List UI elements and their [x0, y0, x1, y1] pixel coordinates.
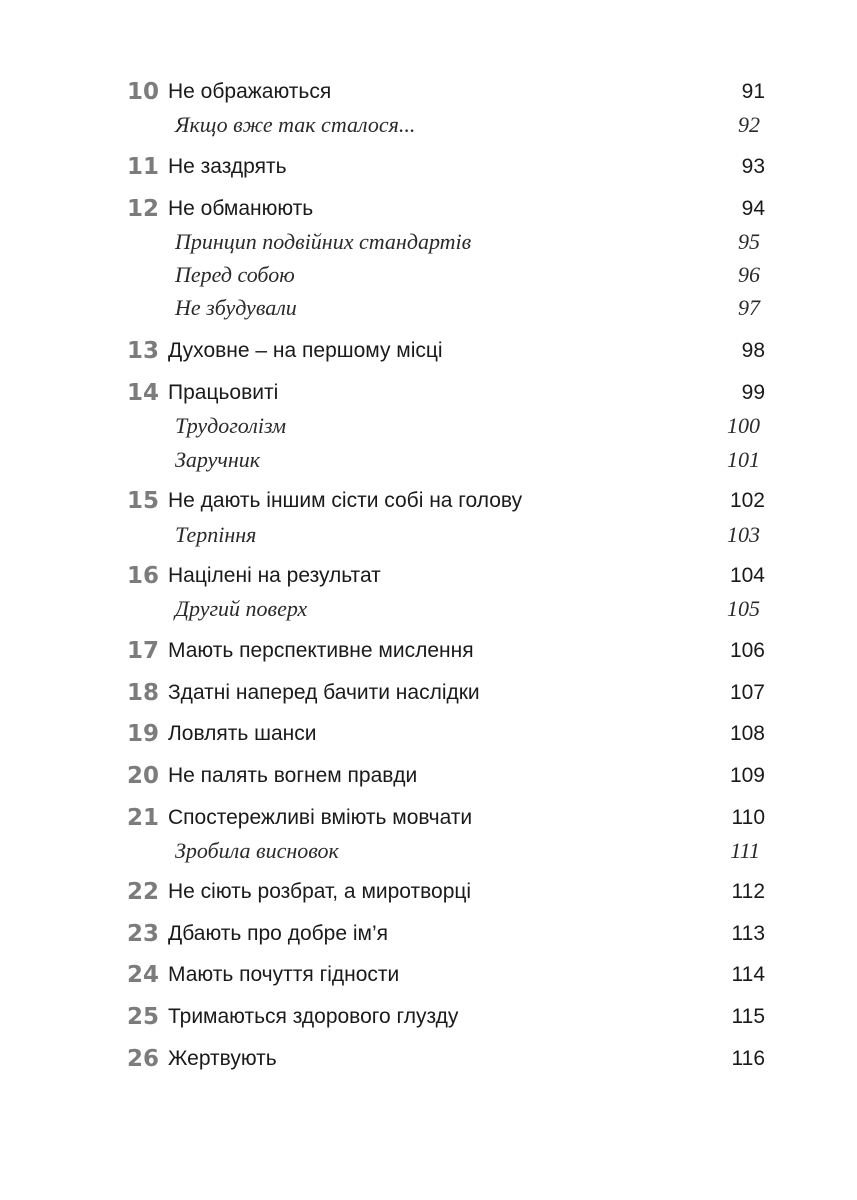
chapter-title: Не заздрять [168, 155, 287, 178]
page-number: 111 [730, 838, 760, 863]
subsection-title: Терпіння [175, 522, 257, 547]
toc-chapter-18 [0, 676, 857, 710]
subsection-title: Якщо вже так сталося... [175, 112, 416, 137]
toc-chapter-23 [0, 917, 857, 951]
chapter-title: Не палять вогнем правди [168, 764, 418, 787]
chapter-number: 10 [127, 79, 160, 105]
subsection-title: Не збудували [175, 295, 297, 320]
page-number: 99 [741, 381, 765, 404]
toc-chapter-19 [0, 717, 857, 751]
chapter-number: 11 [127, 154, 160, 180]
chapter-title: Тримаються здорового глузду [168, 1005, 459, 1028]
toc-subsection [0, 108, 857, 142]
page-number: 102 [729, 489, 765, 512]
page-number: 105 [727, 596, 760, 621]
chapter-number: 26 [127, 1046, 160, 1072]
chapter-title: Здатні наперед бачити наслідки [168, 681, 480, 704]
toc-subsection [0, 592, 857, 626]
chapter-title: Не дають іншим сісти собі на голову [168, 489, 523, 512]
toc-chapter-20 [0, 759, 857, 793]
chapter-title: Спостережливі вміють мовчати [168, 806, 473, 829]
page-number: 91 [741, 80, 765, 103]
toc-chapter-21 [0, 801, 857, 835]
chapter-title: Націлені на результат [168, 564, 381, 587]
toc-chapter-22 [0, 875, 857, 909]
chapter-number: 12 [127, 196, 160, 222]
toc-chapter-10 [0, 75, 857, 109]
chapter-number: 20 [127, 763, 160, 789]
toc-subsection [0, 225, 857, 259]
toc-chapter-26 [0, 1042, 857, 1076]
toc-subsection [0, 834, 857, 868]
chapter-number: 21 [127, 805, 160, 831]
toc-chapter-12 [0, 192, 857, 226]
page-number: 108 [729, 722, 765, 745]
toc-subsection [0, 258, 857, 292]
chapter-number: 24 [127, 962, 160, 988]
page-number: 106 [729, 639, 765, 662]
page-number: 114 [731, 963, 765, 986]
page-number: 96 [738, 262, 760, 287]
page-number: 101 [727, 447, 760, 472]
chapter-title: Жертвують [168, 1047, 277, 1070]
toc-chapter-24 [0, 958, 857, 992]
toc-subsection [0, 443, 857, 477]
chapter-title: Ловлять шанси [168, 722, 317, 745]
toc-chapter-13 [0, 334, 857, 368]
chapter-number: 14 [127, 380, 160, 406]
page-number: 107 [729, 681, 765, 704]
page-number: 112 [731, 880, 765, 903]
chapter-title: Працьовиті [168, 381, 279, 404]
page-number: 103 [727, 522, 760, 547]
chapter-number: 19 [127, 721, 160, 747]
subsection-title: Заручник [175, 447, 261, 472]
chapter-number: 16 [127, 563, 160, 589]
toc-chapter-16 [0, 559, 857, 593]
chapter-number: 18 [127, 680, 160, 706]
chapter-number: 25 [127, 1004, 160, 1030]
page-number: 93 [741, 155, 765, 178]
chapter-title: Дбають про добре ім’я [168, 922, 388, 945]
page-number: 100 [727, 413, 760, 438]
chapter-title: Не обманюють [168, 197, 314, 220]
toc-chapter-25 [0, 1000, 857, 1034]
subsection-title: Принцип подвійних стандартів [175, 229, 472, 254]
subsection-title: Перед собою [175, 262, 295, 287]
toc-chapter-11 [0, 150, 857, 184]
toc-chapter-14 [0, 376, 857, 410]
toc-chapter-17 [0, 634, 857, 668]
chapter-title: Не сіють розбрат, а миротворці [168, 880, 472, 903]
page-number: 97 [738, 295, 760, 320]
chapter-title: Не ображаються [168, 80, 332, 103]
page-number: 116 [731, 1047, 765, 1070]
page-number: 110 [731, 806, 765, 829]
page-number: 92 [738, 112, 760, 137]
chapter-number: 15 [127, 488, 160, 514]
chapter-title: Духовне – на першому місці [168, 339, 443, 362]
page-number: 94 [741, 197, 765, 220]
page-number: 115 [731, 1005, 765, 1028]
chapter-number: 17 [127, 638, 160, 664]
chapter-title: Мають почуття гідности [168, 963, 400, 986]
chapter-number: 23 [127, 921, 160, 947]
page-number: 109 [729, 764, 765, 787]
page-number: 95 [738, 229, 760, 254]
page-number: 113 [731, 922, 765, 945]
subsection-title: Трудоголізм [175, 413, 287, 438]
page-number: 104 [729, 564, 765, 587]
chapter-title: Мають перспективне мислення [168, 639, 474, 662]
chapter-number: 13 [127, 338, 160, 364]
subsection-title: Зробила висновок [175, 838, 339, 863]
toc-subsection [0, 518, 857, 552]
toc-subsection [0, 291, 857, 325]
toc-subsection [0, 409, 857, 443]
chapter-number: 22 [127, 879, 160, 905]
page-number: 98 [741, 339, 765, 362]
toc-chapter-15 [0, 484, 857, 518]
subsection-title: Другий поверх [175, 596, 308, 621]
